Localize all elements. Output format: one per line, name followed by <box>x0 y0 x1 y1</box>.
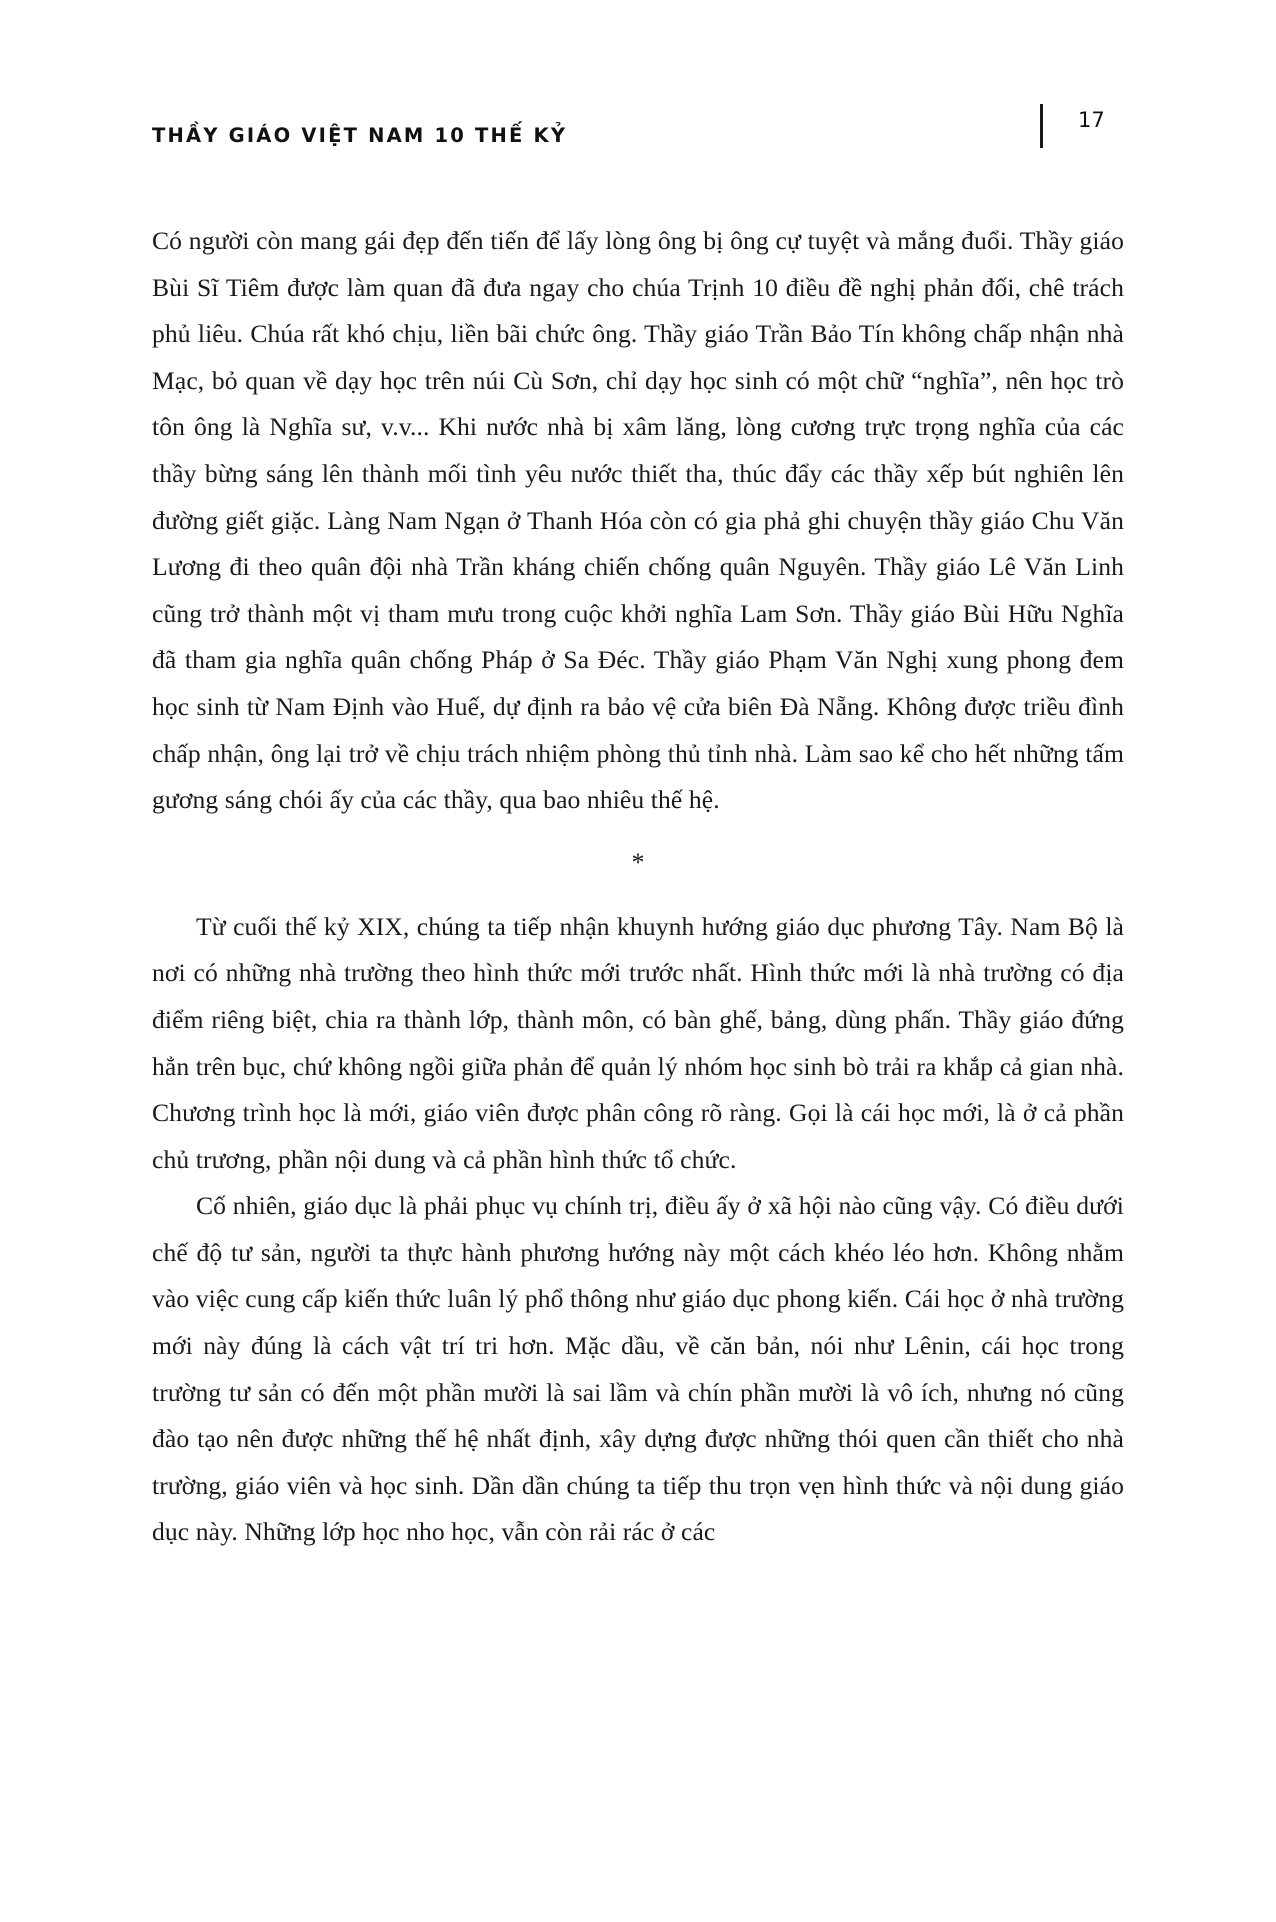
paragraph: Có người còn mang gái đẹp đến tiến để lấy lòng ông bị ông cự tuyệt và mắng đuổi. Thầy giáo Bùi Sĩ Tiêm được làm quan đã đưa ngay cho chúa Trịnh 10 điều đề nghị phản đối, chê trách phủ liêu. Chúa rất khó chịu, liền bãi chức ông. Thầy giáo Trần Bảo Tín không chấp nhận nhà Mạc, bỏ quan về dạy học trên núi Cù Sơn, chỉ dạy học sinh có một chữ “nghĩa”, nên học trò tôn ông là Nghĩa sư, v.v... Khi nước nhà bị xâm lăng, lòng cương trực trọng nghĩa của các thầy bừng sáng lên thành mối tình yêu nước thiết tha, thúc đẩy các thầy xếp bút nghiên lên đường giết giặc. Làng Nam Ngạn ở Thanh Hóa còn có gia phả ghi chuyện thầy giáo Chu Văn Lương đi theo quân đội nhà Trần kháng chiến chống quân Nguyên. Thầy giáo Lê Văn Linh cũng trở thành một vị tham mưu trong cuộc khởi nghĩa Lam Sơn. Thầy giáo Bùi Hữu Nghĩa đã tham gia nghĩa quân chống Pháp ở Sa Đéc. Thầy giáo Phạm Văn Nghị xung phong đem học sinh từ Nam Định vào Huế, dự định ra bảo vệ cửa biên Đà Nẵng. Không được triều đình chấp nhận, ông lại trở về chịu trách nhiệm phòng thủ tỉnh nhà. Làm sao kể cho hết những tấm gương sáng chói ấy của các thầy, qua bao nhiêu thế hệ. <box>152 226 1124 815</box>
section-separator: * <box>631 847 645 877</box>
header-divider <box>1040 104 1043 148</box>
page-number: 17 <box>1078 108 1105 132</box>
page-header <box>152 112 1124 158</box>
running-title: THẦY GIÁO VIỆT NAM 10 THẾ KỶ <box>152 123 568 147</box>
paragraph: Từ cuối thế kỷ XIX, chúng ta tiếp nhận khuynh hướng giáo dục phương Tây. Nam Bộ là nơi có những nhà trường theo hình thức mới trước nhất. Hình thức mới là nhà trường có địa điểm riêng biệt, chia ra thành lớp, thành môn, có bàn ghế, bảng, dùng phấn. Thầy giáo đứng hẳn trên bục, chứ không ngồi giữa phản để quản lý nhóm học sinh bò trải ra khắp cả gian nhà. Chương trình học là mới, giáo viên được phân công rõ ràng. Gọi là cái học mới, là ở cả phần chủ trương, phần nội dung và cả phần hình thức tổ chức. <box>152 911 1124 1174</box>
paragraph: Cố nhiên, giáo dục là phải phục vụ chính trị, điều ấy ở xã hội nào cũng vậy. Có điều dưới chế độ tư sản, người ta thực hành phương hướng này một cách khéo léo hơn. Không nhằm vào việc cung cấp kiến thức luân lý phổ thông như giáo dục phong kiến. Cái học ở nhà trường mới này đúng là cách vật trí tri hơn. Mặc dầu, về căn bản, nói như Lênin, cái học trong trường tư sản có đến một phần mười là sai lầm và chín phần mười là vô ích, nhưng nó cũng đào tạo nên được những thế hệ nhất định, xây dựng được những thói quen cần thiết cho nhà trường, giáo viên và học sinh. Dần dần chúng ta tiếp thu trọn vẹn hình thức và nội dung giáo dục này. Những lớp học nho học, vẫn còn rải rác ở các <box>152 1191 1124 1547</box>
page-body <box>152 218 1124 1556</box>
